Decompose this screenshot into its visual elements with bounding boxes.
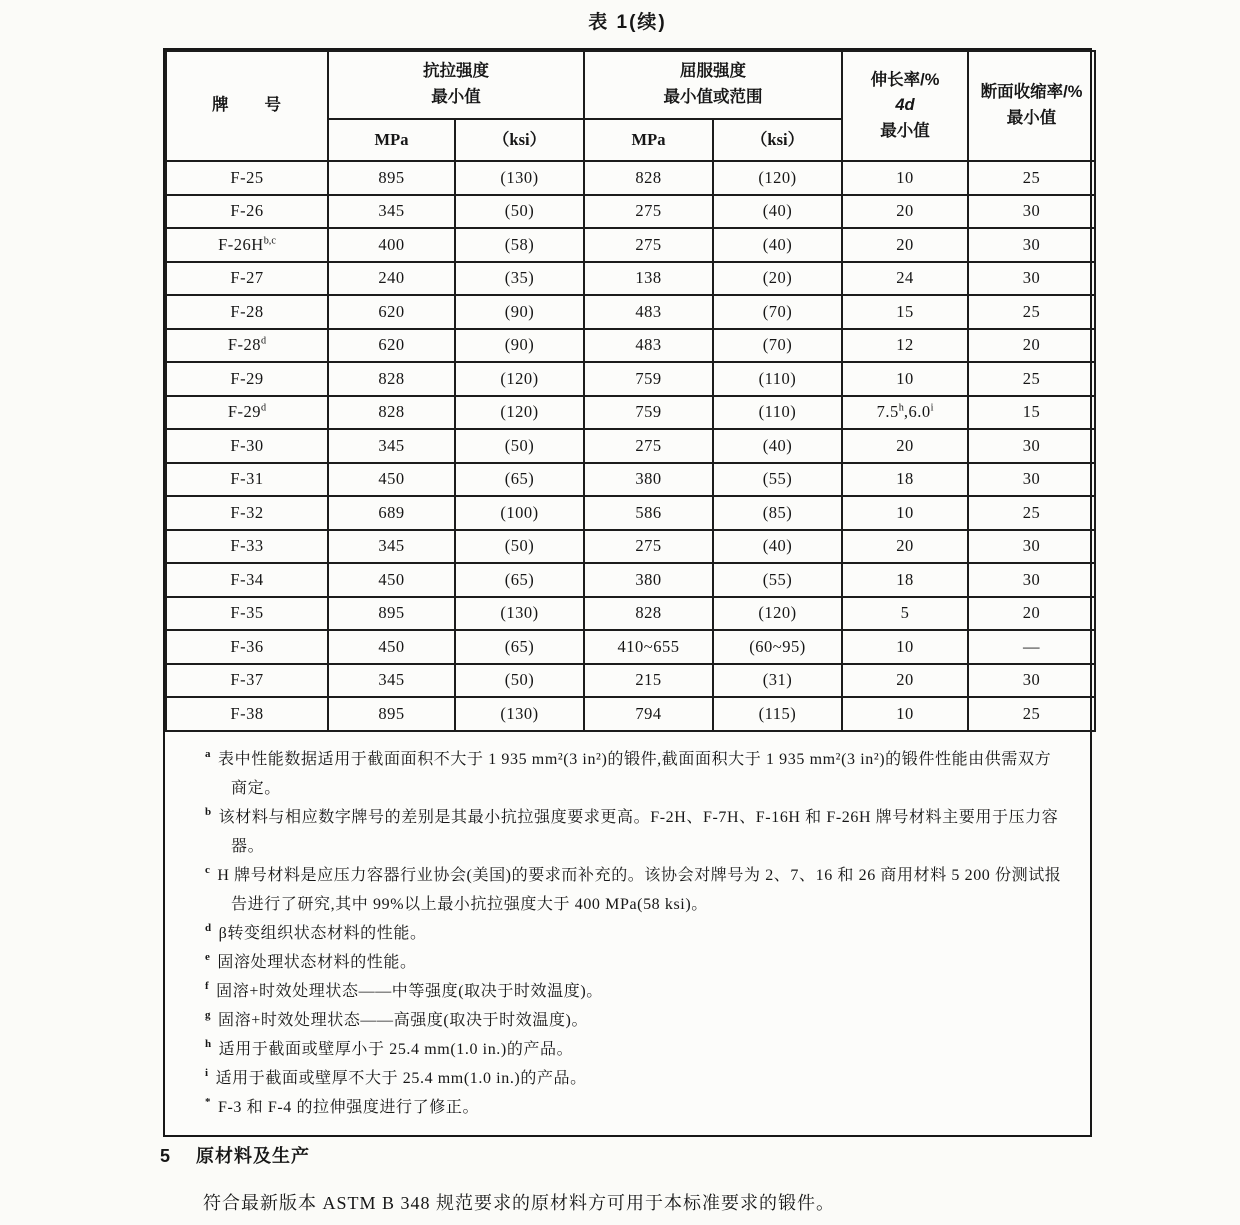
footnote-text: 表中性能数据适用于截面面积不大于 1 935 mm²(3 in²)的锻件,截面面积大于 1 935 mm²(3 in²)的锻件性能由供需双方商定。 [218, 750, 1052, 797]
tensile-mpa-cell: 345 [328, 195, 455, 229]
elongation-cell: 10 [842, 496, 968, 530]
grade-cell: F-37 [166, 664, 328, 698]
footnote-text: F-3 和 F-4 的拉伸强度进行了修正。 [218, 1098, 480, 1116]
reduction-cell: 25 [968, 362, 1095, 396]
yield-mpa-cell: 586 [584, 496, 713, 530]
col-header-grade: 牌 号 [166, 51, 328, 161]
tensile-ksi-cell: (130) [455, 597, 584, 631]
tensile-header-line2: 最小值 [431, 88, 481, 106]
elongation-header-line1: 伸长率/% [870, 70, 940, 89]
yield-ksi-cell: (40) [713, 429, 842, 463]
grade-cell: F-33 [166, 530, 328, 564]
reduction-cell: 30 [968, 664, 1095, 698]
yield-ksi-cell: (110) [713, 396, 842, 430]
footnote-marker: d [205, 922, 212, 935]
tensile-ksi-cell: (65) [455, 630, 584, 664]
yield-ksi-cell: (40) [713, 228, 842, 262]
footnote-text: 固溶+时效处理状态——高强度(取决于时效温度)。 [218, 1011, 589, 1029]
header-group-row [166, 51, 1095, 119]
yield-ksi-cell: (55) [713, 563, 842, 597]
elongation-cell: 7.5$^h$,6.0$^i$ [842, 396, 968, 430]
tensile-mpa-cell: 400 [328, 228, 455, 262]
reduction-cell: 25 [968, 496, 1095, 530]
yield-ksi-cell: (70) [713, 295, 842, 329]
table-row [166, 329, 1095, 363]
table-row [166, 429, 1095, 463]
elongation-header-4d: 4d [895, 96, 915, 115]
yield-ksi-cell: (85) [713, 496, 842, 530]
grade-cell: F-32 [166, 496, 328, 530]
grade-cell: F-29$^d$ [166, 396, 328, 430]
tensile-ksi-cell: (65) [455, 563, 584, 597]
tensile-mpa-cell: 895 [328, 697, 455, 731]
table-row [166, 630, 1095, 664]
table-row [166, 362, 1095, 396]
footnote-marker: * [205, 1096, 211, 1109]
grade-cell: F-25 [166, 161, 328, 195]
footnote-marker: a [205, 748, 211, 761]
tensile-ksi-cell: (100) [455, 496, 584, 530]
yield-mpa-cell: 138 [584, 262, 713, 296]
table-row [166, 228, 1095, 262]
grade-cell: F-34 [166, 563, 328, 597]
elongation-cell: 18 [842, 463, 968, 497]
yield-ksi-cell: (60~95) [713, 630, 842, 664]
yield-mpa-cell: 483 [584, 329, 713, 363]
tensile-mpa-cell: 828 [328, 362, 455, 396]
table-row [166, 563, 1095, 597]
elongation-cell: 18 [842, 563, 968, 597]
tensile-ksi-cell: (35) [455, 262, 584, 296]
reduction-cell: — [968, 630, 1095, 664]
tensile-mpa-cell: 450 [328, 630, 455, 664]
section-body-paragraph: 符合最新版本 ASTM B 348 规范要求的原材料方可用于本标准要求的锻件。 [203, 1193, 836, 1213]
tensile-mpa-cell: 828 [328, 396, 455, 430]
elongation-cell: 10 [842, 630, 968, 664]
grade-cell: F-35 [166, 597, 328, 631]
elongation-cell: 10 [842, 362, 968, 396]
footnote-b [205, 803, 1064, 861]
yield-ksi-cell: (115) [713, 697, 842, 731]
materials-properties-table [165, 50, 1096, 732]
yield-header-line2: 最小值或范围 [663, 88, 763, 106]
table-row [166, 463, 1095, 497]
footnote-text: 该材料与相应数字牌号的差别是其最小抗拉强度要求更高。F-2H、F-7H、F-16H 和 F-26H 牌号材料主要用于压力容器。 [218, 808, 1059, 855]
yield-mpa-cell: 275 [584, 195, 713, 229]
elongation-cell: 20 [842, 664, 968, 698]
tensile-mpa-cell: 345 [328, 530, 455, 564]
footnote-marker: b [205, 806, 212, 819]
tensile-mpa-unit: MPa [328, 119, 455, 161]
tensile-ksi-cell: (65) [455, 463, 584, 497]
footnote-marker: f [205, 980, 210, 993]
reduction-header-line1: 断面收缩率/% [980, 83, 1083, 102]
col-header-tensile [328, 51, 584, 119]
table-row [166, 195, 1095, 229]
reduction-cell: 20 [968, 329, 1095, 363]
elongation-cell: 10 [842, 161, 968, 195]
tensile-mpa-cell: 450 [328, 463, 455, 497]
tensile-mpa-cell: 345 [328, 429, 455, 463]
yield-mpa-cell: 275 [584, 429, 713, 463]
tensile-ksi-cell: (90) [455, 329, 584, 363]
section-5 [160, 1142, 1110, 1215]
reduction-cell: 20 [968, 597, 1095, 631]
footnote-text: 固溶处理状态材料的性能。 [217, 953, 417, 971]
table-row [166, 295, 1095, 329]
grade-cell: $F-26H^{b,c}$ [166, 228, 328, 262]
grade-cell: F-31 [166, 463, 328, 497]
footnote-text: 适用于截面或壁厚不大于 25.4 mm(1.0 in.)的产品。 [215, 1069, 587, 1087]
grade-cell: F-27 [166, 262, 328, 296]
footnote-text: β转变组织状态材料的性能。 [218, 924, 427, 942]
section-number: 5 [160, 1146, 172, 1166]
yield-mpa-cell: 215 [584, 664, 713, 698]
yield-mpa-cell: 828 [584, 161, 713, 195]
yield-mpa-cell: 483 [584, 295, 713, 329]
yield-ksi-cell: (110) [713, 362, 842, 396]
reduction-cell: 30 [968, 530, 1095, 564]
reduction-cell: 25 [968, 161, 1095, 195]
tensile-ksi-cell: (130) [455, 161, 584, 195]
yield-mpa-cell: 380 [584, 463, 713, 497]
yield-ksi-unit: （ksi） [713, 119, 842, 161]
section-heading-text: 原材料及生产 [196, 1146, 311, 1166]
table-row [166, 262, 1095, 296]
grade-cell: F-36 [166, 630, 328, 664]
yield-mpa-cell: 275 [584, 228, 713, 262]
yield-mpa-cell: 759 [584, 396, 713, 430]
yield-ksi-cell: (120) [713, 597, 842, 631]
tensile-mpa-cell: 450 [328, 563, 455, 597]
footnote-marker: g [205, 1009, 211, 1022]
reduction-cell: 30 [968, 195, 1095, 229]
footnote-text: 适用于截面或壁厚小于 25.4 mm(1.0 in.)的产品。 [218, 1040, 574, 1058]
footnote-marker: i [205, 1067, 209, 1080]
elongation-cell: 5 [842, 597, 968, 631]
tensile-ksi-cell: (50) [455, 664, 584, 698]
elongation-cell: 24 [842, 262, 968, 296]
table-row [166, 664, 1095, 698]
tensile-ksi-cell: (50) [455, 530, 584, 564]
tensile-mpa-cell: 620 [328, 295, 455, 329]
reduction-cell: 30 [968, 262, 1095, 296]
grade-cell: F-29 [166, 362, 328, 396]
tensile-mpa-cell: 689 [328, 496, 455, 530]
table-row [166, 496, 1095, 530]
tensile-ksi-cell: (50) [455, 195, 584, 229]
yield-mpa-cell: 380 [584, 563, 713, 597]
footnote-f [205, 977, 1064, 1006]
elongation-header-line3: 最小值 [880, 121, 930, 140]
footnote-asterisk [205, 1093, 1064, 1122]
table-outer-border [163, 48, 1092, 1137]
reduction-cell: 30 [968, 429, 1095, 463]
elongation-cell: 15 [842, 295, 968, 329]
reduction-cell: 15 [968, 396, 1095, 430]
reduction-cell: 30 [968, 563, 1095, 597]
table-row [166, 396, 1095, 430]
col-header-yield [584, 51, 842, 119]
tensile-ksi-cell: (90) [455, 295, 584, 329]
tensile-mpa-cell: 895 [328, 597, 455, 631]
grade-cell: F-28 [166, 295, 328, 329]
footnote-text: H 牌号材料是应压力容器行业协会(美国)的要求而补充的。该协会对牌号为 2、7、16 和 26 商用材料 5 200 份测试报告进行了研究,其中 99%以上最小抗拉强度大于 400 MPa(58 ksi)。 [217, 866, 1062, 913]
yield-header-line1: 屈服强度 [680, 62, 746, 81]
elongation-cell: 20 [842, 228, 968, 262]
reduction-cell: 30 [968, 463, 1095, 497]
footnote-i [205, 1064, 1064, 1093]
footnote-e [205, 948, 1064, 977]
footnote-a [205, 745, 1064, 803]
tensile-mpa-cell: 895 [328, 161, 455, 195]
yield-mpa-cell: 759 [584, 362, 713, 396]
col-header-elongation [842, 51, 968, 161]
reduction-cell: 25 [968, 697, 1095, 731]
yield-mpa-cell: 794 [584, 697, 713, 731]
grade-cell: F-30 [166, 429, 328, 463]
footnote-h [205, 1035, 1064, 1064]
tensile-ksi-cell: (58) [455, 228, 584, 262]
tensile-mpa-cell: 240 [328, 262, 455, 296]
section-heading [160, 1142, 1110, 1168]
footnote-marker: e [205, 951, 211, 964]
tensile-ksi-unit: （ksi） [455, 119, 584, 161]
footnote-d [205, 919, 1064, 948]
yield-ksi-cell: (120) [713, 161, 842, 195]
col-header-reduction [968, 51, 1095, 161]
reduction-cell: 25 [968, 295, 1095, 329]
footnotes-block [165, 732, 1090, 1135]
grade-cell: F-28$^d$ [166, 329, 328, 363]
footnote-c [205, 861, 1064, 919]
yield-ksi-cell: (55) [713, 463, 842, 497]
yield-ksi-cell: (40) [713, 195, 842, 229]
tensile-ksi-cell: (120) [455, 362, 584, 396]
yield-ksi-cell: (31) [713, 664, 842, 698]
elongation-cell: 20 [842, 195, 968, 229]
tensile-ksi-cell: (120) [455, 396, 584, 430]
yield-mpa-cell: 275 [584, 530, 713, 564]
elongation-cell: 20 [842, 429, 968, 463]
table-row [166, 697, 1095, 731]
yield-mpa-cell: 410~655 [584, 630, 713, 664]
footnote-marker: h [205, 1038, 212, 1051]
reduction-header-line2: 最小值 [1006, 109, 1057, 127]
elongation-cell: 20 [842, 530, 968, 564]
tensile-ksi-cell: (50) [455, 429, 584, 463]
tensile-mpa-cell: 345 [328, 664, 455, 698]
yield-ksi-cell: (20) [713, 262, 842, 296]
table-row [166, 530, 1095, 564]
footnote-g [205, 1006, 1064, 1035]
footnote-text: 固溶+时效处理状态——中等强度(取决于时效温度)。 [216, 982, 603, 1000]
tensile-header-line1: 抗拉强度 [423, 62, 489, 81]
yield-mpa-cell: 828 [584, 597, 713, 631]
table-1-area [163, 10, 1092, 1137]
yield-ksi-cell: (40) [713, 530, 842, 564]
table-title: 表 1(续) [588, 12, 667, 33]
grade-cell: F-38 [166, 697, 328, 731]
elongation-cell: 10 [842, 697, 968, 731]
yield-ksi-cell: (70) [713, 329, 842, 363]
tensile-ksi-cell: (130) [455, 697, 584, 731]
reduction-cell: 30 [968, 228, 1095, 262]
yield-mpa-unit: MPa [584, 119, 713, 161]
elongation-cell: 12 [842, 329, 968, 363]
table-row [166, 161, 1095, 195]
tensile-mpa-cell: 620 [328, 329, 455, 363]
grade-cell: F-26 [166, 195, 328, 229]
table-row [166, 597, 1095, 631]
footnote-marker: c [205, 864, 211, 877]
